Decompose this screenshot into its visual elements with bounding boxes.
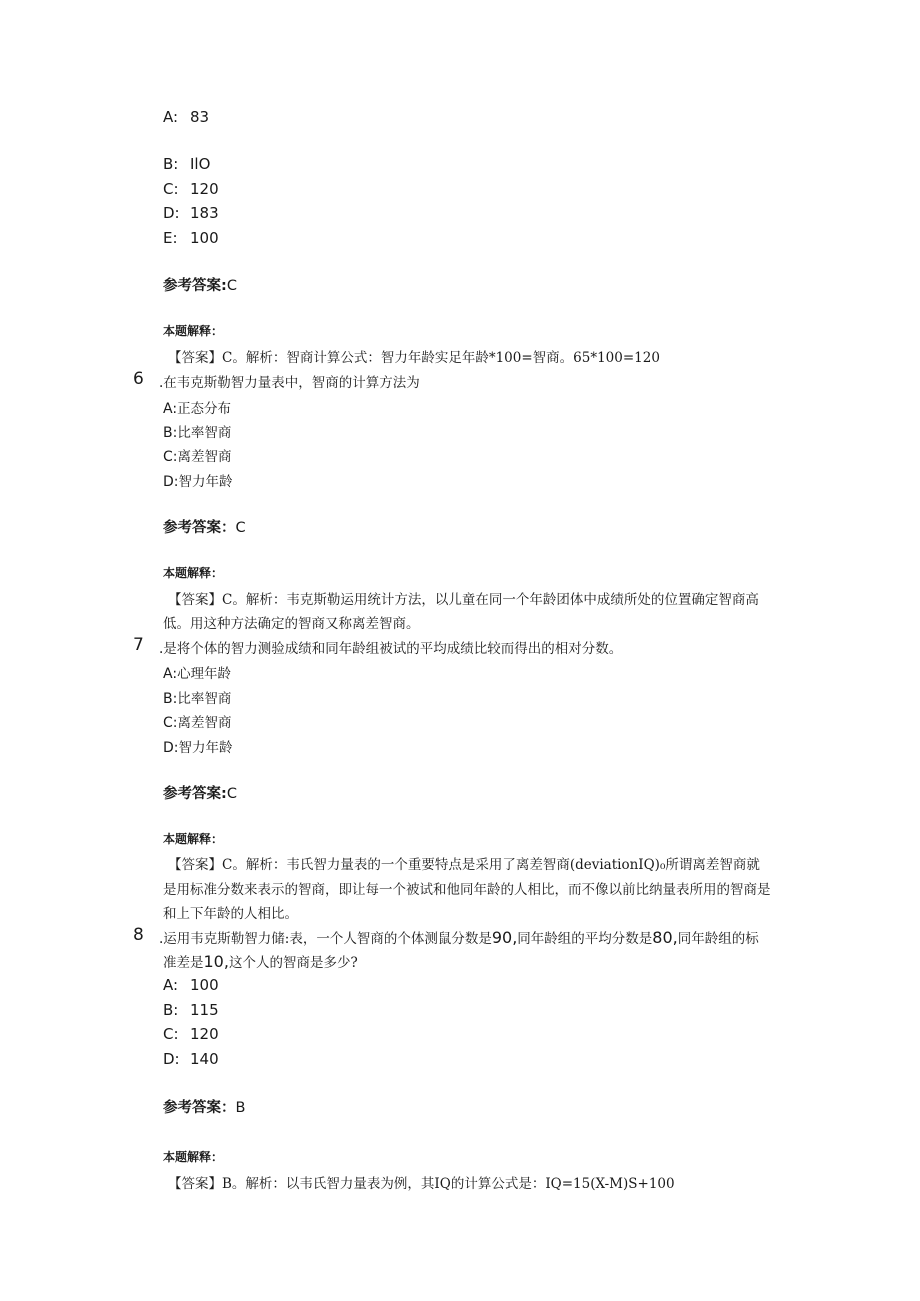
option-a: A: 100 [163, 976, 219, 994]
option-e: E: 100 [163, 229, 219, 247]
option-a: A:正态分布 [163, 401, 232, 417]
explanation-line: 【答案】C。解析：智商计算公式：智力年龄实足年龄*100=智商。65*100=120 [168, 350, 660, 366]
question-number: 7 [133, 635, 144, 655]
option-c: C:离差智商 [163, 449, 232, 465]
option-b: B:比率智商 [163, 691, 232, 707]
option-b: B: 115 [163, 1001, 219, 1019]
reference-answer: 参考答案:C [163, 278, 237, 294]
question-number: 6 [133, 369, 144, 389]
explanation-line: 【答案】C。解析：韦克斯勒运用统计方法，以儿童在同一个年龄团体中成绩所处的位置确定智商高 [168, 592, 759, 608]
explanation-line: 【答案】C。解析：韦氏智力量表的一个重要特点是采用了离差智商(deviationIQ)₀所谓离差智商就 [168, 857, 760, 873]
question-text: .是将个体的智力测验成绩和同年龄组被试的平均成绩比较而得出的相对分数。 [159, 641, 623, 657]
option-d: D: 140 [163, 1050, 219, 1068]
question-text: .在韦克斯勒智力量表中，智商的计算方法为 [159, 375, 420, 391]
option-a: A: 83 [163, 108, 210, 126]
reference-answer: 参考答案：B [163, 1100, 246, 1116]
option-d: D: 183 [163, 204, 219, 222]
explanation-line: 【答案】B。解析：以韦氏智力量表为例，其IQ的计算公式是：IQ=15(X-M)S+100 [168, 1176, 675, 1192]
explanation-heading: 本题解释： [163, 832, 224, 846]
question-number: 8 [133, 925, 144, 945]
explanation-heading: 本题解释： [163, 566, 224, 580]
explanation-heading: 本题解释： [163, 1150, 224, 1164]
option-b: B: IlO [163, 155, 211, 173]
option-d: D:智力年龄 [163, 740, 233, 756]
option-c: C: 120 [163, 1025, 219, 1043]
question-text: .运用韦克斯勒智力储:表，一个人智商的个体测鼠分数是90,同年龄组的平均分数是80,同年龄组的标 [159, 928, 759, 947]
option-d: D:智力年龄 [163, 474, 233, 490]
reference-answer: 参考答案：C [163, 520, 246, 536]
explanation-line: 和上下年龄的人相比。 [163, 906, 298, 922]
option-b: B:比率智商 [163, 425, 232, 441]
option-a: A:心理年龄 [163, 666, 232, 682]
explanation-heading: 本题解释： [163, 324, 224, 338]
explanation-line: 是用标准分数来表示的智商，即让每一个被试和他同年龄的人相比，而不像以前比纳量表所用的智商是 [163, 882, 771, 898]
option-c: C: 120 [163, 180, 219, 198]
question-text: 准差是10,这个人的智商是多少? [163, 952, 358, 971]
reference-answer: 参考答案:C [163, 786, 237, 802]
option-c: C:离差智商 [163, 715, 232, 731]
explanation-line: 低。用这种方法确定的智商又称离差智商。 [163, 616, 420, 632]
